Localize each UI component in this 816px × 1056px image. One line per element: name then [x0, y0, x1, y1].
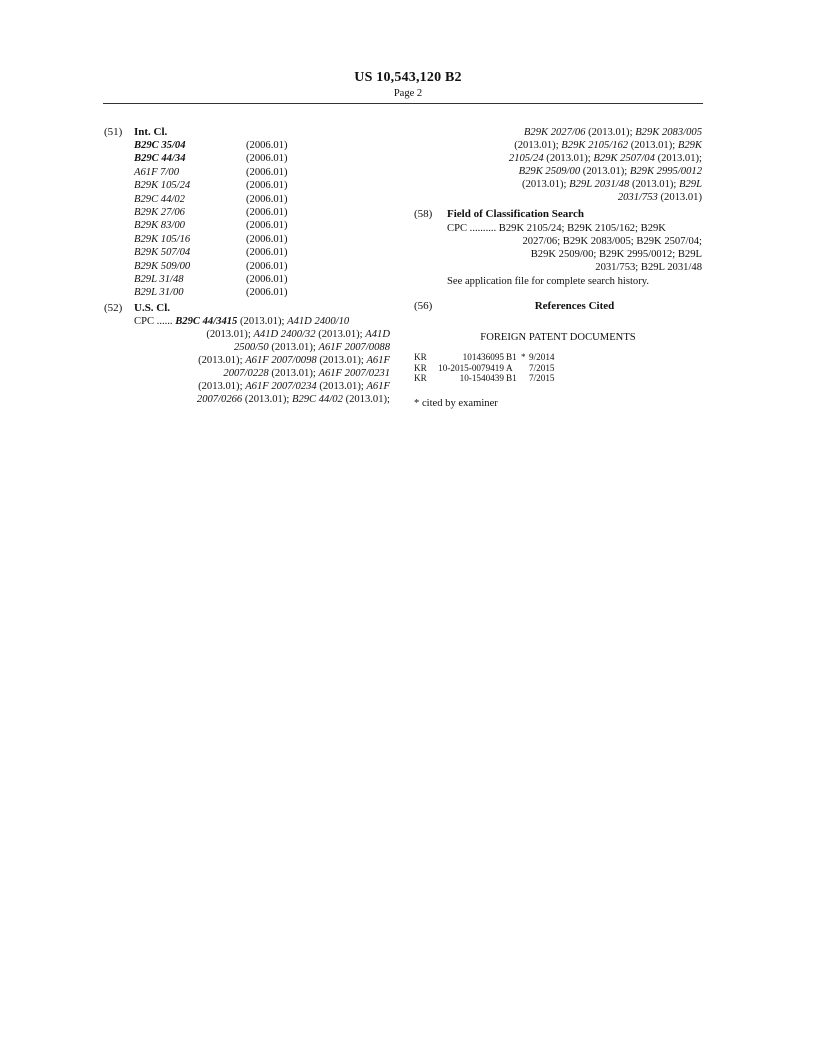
us-cl-line-13: 2031/753 (2013.01): [617, 192, 702, 203]
int-cl-row: [134, 153, 334, 166]
field-search-heading: Field of Classification Search: [447, 208, 584, 220]
int-cl-code: B29C 44/34: [134, 153, 186, 165]
us-cl-line-2: (2013.01); A41D 2400/32 (2013.01); A41D: [206, 329, 390, 340]
int-cl-row: [134, 220, 334, 233]
int-cl-code: B29C 35/04: [134, 140, 186, 151]
int-cl-version: (2006.01): [246, 220, 288, 232]
foreign-doc-date: 7/2015: [529, 362, 555, 373]
foreign-doc-country: KR: [414, 352, 427, 362]
us-cl-line-5: 2007/0228 (2013.01); A61F 2007/0231: [223, 368, 390, 379]
int-cl-version: (2006.01): [246, 153, 288, 165]
header-divider: [103, 103, 703, 104]
int-cl-code: B29K 105/16: [134, 233, 191, 245]
foreign-doc-country: KR: [414, 362, 427, 373]
int-cl-code: B29L 31/48: [134, 273, 184, 285]
foreign-doc-kind: A: [506, 362, 513, 373]
foreign-doc-date: 7/2015: [529, 373, 555, 383]
us-cl-heading: U.S. Cl.: [134, 302, 171, 314]
int-cl-code: B29K 105/24: [134, 180, 191, 192]
int-cl-version: (2006.01): [246, 166, 288, 178]
int-cl-heading: Int. Cl.: [134, 126, 168, 138]
field-search-line-4: 2031/753; B29L 2031/48: [595, 262, 702, 273]
int-cl-version: (2006.01): [246, 247, 288, 259]
us-cl-line-1: CPC ...... B29C 44/3415 (2013.01); A41D 2400/10: [134, 316, 350, 327]
foreign-doc-date: 9/2014: [529, 352, 555, 362]
int-cl-row: [134, 194, 334, 207]
foreign-doc-row: [414, 373, 702, 384]
search-history-note: See application file for complete search history.: [447, 276, 649, 287]
field-search-line-2: 2027/06; B29K 2083/005; B29K 2507/04;: [522, 236, 702, 247]
int-cl-row: [134, 207, 334, 220]
foreign-doc-country: KR: [414, 373, 427, 383]
int-cl-code: B29K 509/00: [134, 260, 191, 272]
us-cl-line-8: B29K 2027/06 (2013.01); B29K 2083/005: [523, 127, 702, 138]
foreign-docs-heading: FOREIGN PATENT DOCUMENTS: [480, 332, 636, 343]
foreign-doc-star: *: [521, 352, 526, 362]
cited-by-examiner-note: * cited by examiner: [414, 398, 498, 409]
us-cl-line-4: (2013.01); A61F 2007/0098 (2013.01); A61F: [198, 355, 390, 366]
int-cl-version: (2006.01): [246, 260, 288, 272]
section-number-51: (51): [104, 126, 123, 138]
int-cl-version: (2006.01): [246, 193, 288, 205]
section-number-52: (52): [104, 302, 123, 314]
us-cl-line-10: 2105/24 (2013.01); B29K 2507/04 (2013.01);: [508, 153, 702, 164]
int-cl-table: [134, 140, 334, 301]
int-cl-row: [134, 261, 334, 274]
int-cl-row: [134, 287, 334, 300]
page-number: Page 2: [393, 88, 423, 99]
int-cl-code: A61F 7/00: [134, 166, 180, 178]
int-cl-code: B29L 31/00: [134, 287, 184, 299]
int-cl-row: [134, 180, 334, 193]
foreign-doc-number: 101436095: [462, 352, 504, 362]
int-cl-row: [134, 167, 334, 180]
foreign-doc-number: 10-1540439: [459, 373, 504, 383]
us-cl-line-6: (2013.01); A61F 2007/0234 (2013.01); A61F: [198, 381, 390, 392]
int-cl-version: (2006.01): [246, 206, 288, 218]
foreign-docs-table: [414, 352, 702, 384]
int-cl-code: B29K 83/00: [134, 220, 185, 232]
us-cl-main-code: B29C 44/3415: [175, 316, 238, 327]
int-cl-code: B29K 507/04: [134, 247, 191, 259]
foreign-doc-kind: B1: [506, 373, 517, 383]
patent-number: US 10,543,120 B2: [354, 70, 462, 85]
int-cl-version: (2006.01): [246, 140, 288, 151]
us-cl-line-12: (2013.01); B29L 2031/48 (2013.01); B29L: [522, 179, 702, 190]
int-cl-version: (2006.01): [246, 273, 288, 285]
us-cl-line-9: (2013.01); B29K 2105/162 (2013.01); B29K: [514, 140, 702, 151]
foreign-doc-row: [414, 352, 702, 363]
us-cl-line-11: B29K 2509/00 (2013.01); B29K 2995/0012: [518, 166, 702, 177]
int-cl-code: B29K 27/06: [134, 206, 185, 218]
us-cl-line-7: 2007/0266 (2013.01); B29C 44/02 (2013.01);: [196, 394, 390, 405]
section-number-56: (56): [414, 300, 433, 312]
int-cl-version: (2006.01): [246, 180, 288, 192]
int-cl-row: [134, 234, 334, 247]
section-number-58: (58): [414, 208, 433, 220]
int-cl-row: [134, 274, 334, 287]
int-cl-row: [134, 140, 334, 153]
int-cl-version: (2006.01): [246, 233, 288, 245]
foreign-doc-number: 10-2015-0079419: [438, 362, 504, 373]
field-search-line-3: B29K 2509/00; B29K 2995/0012; B29L: [530, 249, 702, 260]
field-search-line-1: CPC .......... B29K 2105/24; B29K 2105/162; B29K: [447, 223, 666, 234]
int-cl-code: B29C 44/02: [134, 193, 185, 205]
foreign-doc-kind: B1: [506, 352, 517, 362]
references-heading: References Cited: [534, 300, 615, 312]
int-cl-row: [134, 247, 334, 260]
foreign-doc-row: [414, 363, 702, 374]
us-cl-line-3: 2500/50 (2013.01); A61F 2007/0088: [234, 342, 390, 353]
int-cl-version: (2006.01): [246, 287, 288, 299]
